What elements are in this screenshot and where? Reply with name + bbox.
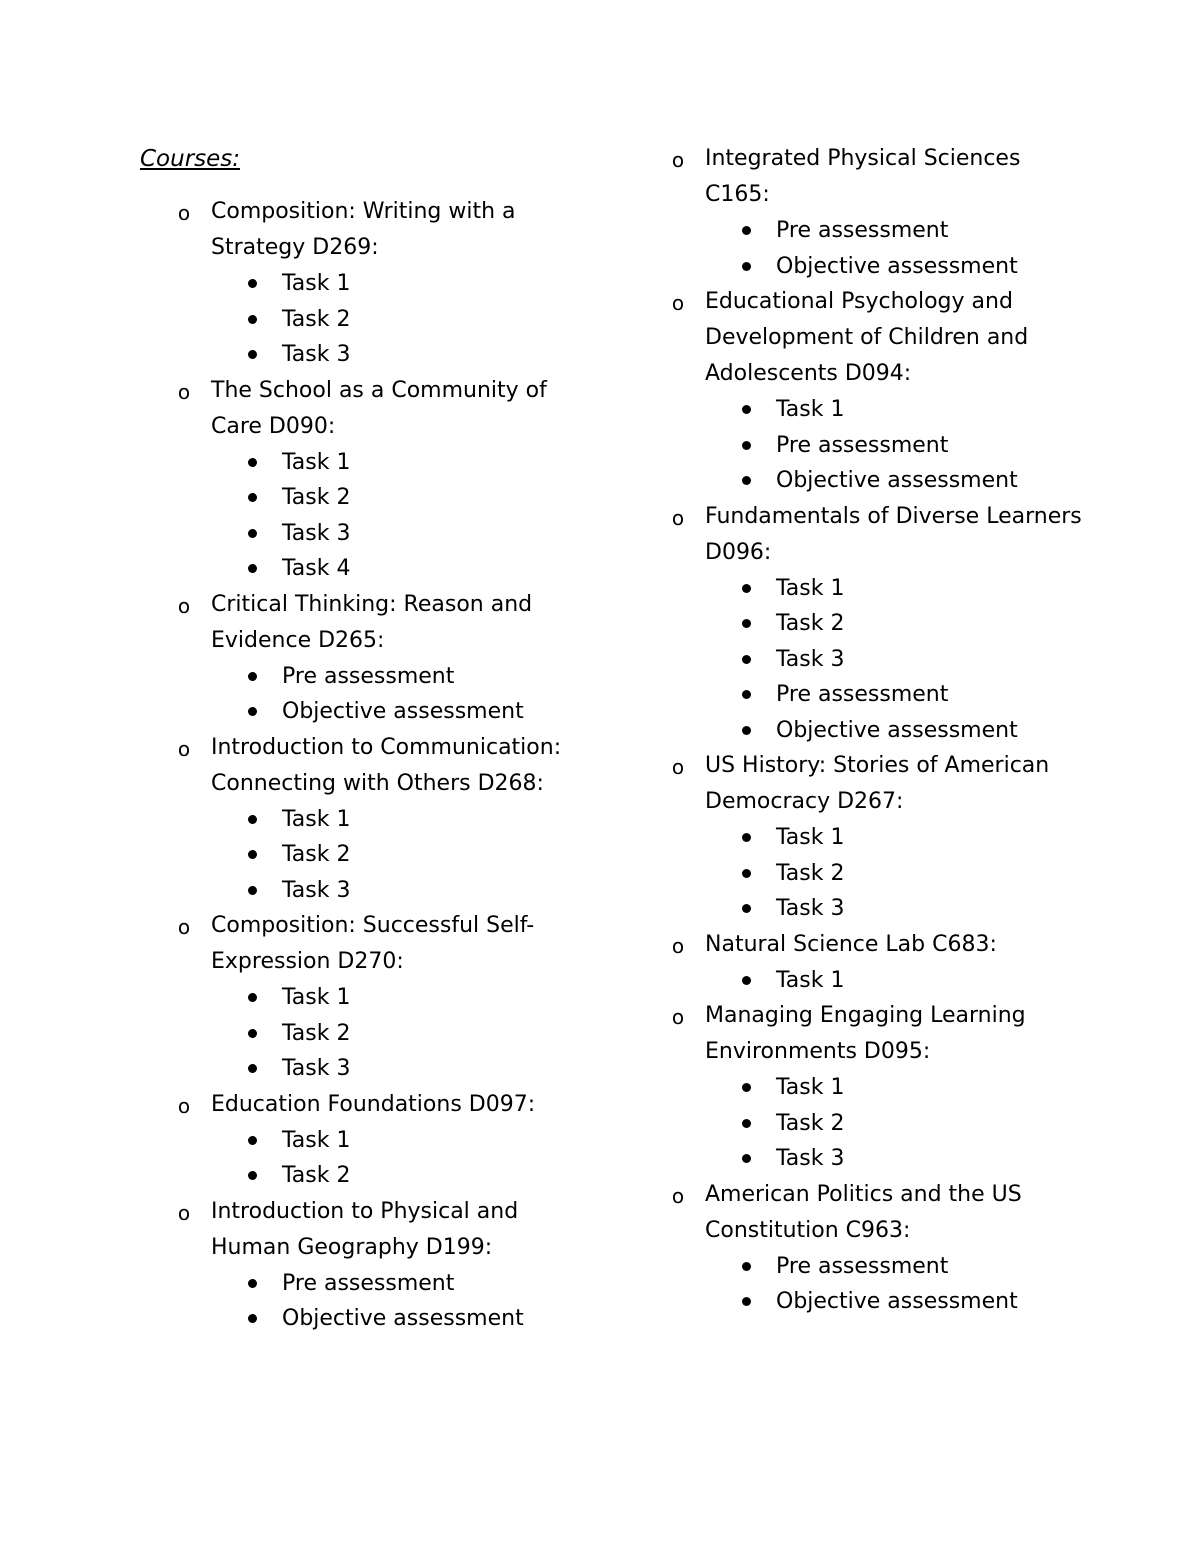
course-item [174, 373, 594, 587]
bullet-dot-icon [742, 441, 751, 450]
bullet-dot-icon [742, 584, 751, 593]
course-item [174, 1194, 594, 1337]
task-label: Pre assessment [282, 663, 455, 689]
task-list [211, 445, 594, 587]
bullet-dot-icon [248, 850, 257, 859]
task-label: Pre assessment [776, 1253, 949, 1279]
task-item-task-2 [245, 480, 594, 516]
course-title: Introduction to Communication: Connecting with Others D268: [211, 734, 562, 796]
bullet-dot-icon [742, 690, 751, 699]
task-label: Task 4 [282, 556, 351, 581]
bullet-dot-icon [742, 1119, 751, 1128]
task-list [211, 1266, 594, 1337]
page-title: Courses: [140, 146, 241, 172]
course-title: US History: Stories of American Democracy D267: [705, 753, 1050, 814]
circle-bullet-icon: o [671, 148, 685, 172]
bullet-dot-icon [742, 226, 751, 235]
course-list-left [174, 194, 594, 1337]
task-item-task-1 [739, 1070, 1088, 1106]
task-list [705, 1070, 1088, 1177]
task-item-task-3 [739, 642, 1088, 678]
task-item-objective-assessment [245, 694, 594, 730]
task-item-task-3 [245, 1051, 594, 1087]
task-list [705, 1249, 1088, 1320]
task-list [705, 820, 1088, 927]
task-item-pre-assessment [245, 1266, 594, 1302]
task-label: Objective assessment [282, 1306, 524, 1331]
task-item-task-2 [245, 302, 594, 338]
bullet-dot-icon [248, 1171, 257, 1180]
bullet-dot-icon [248, 993, 257, 1002]
course-item [668, 748, 1088, 927]
circle-bullet-icon: o [671, 291, 685, 315]
course-list-right [668, 141, 1088, 1320]
task-list [211, 659, 594, 730]
course-title: Education Foundations D097: [211, 1091, 536, 1117]
task-item-task-1 [739, 392, 1088, 428]
task-label: Task 2 [776, 1110, 845, 1136]
bullet-dot-icon [742, 833, 751, 842]
task-item-task-3 [245, 337, 594, 373]
bullet-dot-icon [742, 655, 751, 664]
task-item-task-2 [245, 1016, 594, 1052]
task-list [705, 571, 1088, 749]
course-title: Composition: Successful Self-Expression D270: [211, 913, 535, 974]
task-list [211, 802, 594, 909]
bullet-dot-icon [742, 1297, 751, 1306]
task-item-pre-assessment [739, 428, 1088, 464]
bullet-dot-icon [742, 476, 751, 485]
course-title: Fundamentals of Diverse Learners D096: [705, 503, 1082, 565]
course-item [668, 499, 1088, 749]
bullet-dot-icon [248, 1029, 257, 1038]
task-label: Objective assessment [776, 468, 1018, 493]
task-item-objective-assessment [739, 463, 1088, 499]
course-title: American Politics and the US Constitution C963: [705, 1181, 1022, 1243]
task-label: Task 3 [282, 1056, 351, 1081]
task-label: Task 2 [282, 1163, 351, 1188]
task-item-task-1 [739, 571, 1088, 607]
task-item-pre-assessment [245, 659, 594, 695]
task-label: Task 3 [282, 342, 351, 367]
circle-bullet-icon: o [671, 505, 685, 530]
course-item [174, 908, 594, 1087]
bullet-dot-icon [248, 1279, 257, 1288]
course-item [668, 927, 1088, 999]
bullet-dot-icon [248, 279, 257, 288]
bullet-dot-icon [248, 1314, 257, 1323]
task-label: Objective assessment [776, 717, 1018, 743]
bullet-dot-icon [248, 564, 257, 573]
task-item-task-2 [245, 837, 594, 873]
task-label: Task 3 [776, 1146, 845, 1171]
circle-bullet-icon: o [671, 1183, 685, 1208]
task-list [705, 392, 1088, 499]
bullet-dot-icon [248, 458, 257, 467]
task-label: Task 2 [282, 842, 351, 867]
task-item-task-3 [245, 873, 594, 909]
course-item [174, 730, 594, 909]
task-label: Task 1 [776, 825, 845, 850]
task-item-task-1 [245, 266, 594, 302]
task-label: Pre assessment [776, 432, 949, 458]
task-item-pre-assessment [739, 1249, 1088, 1285]
task-item-task-2 [739, 606, 1088, 642]
task-list [705, 963, 1088, 999]
bullet-dot-icon [742, 262, 751, 271]
task-list [211, 266, 594, 373]
bullet-dot-icon [248, 529, 257, 538]
task-label: Pre assessment [776, 218, 949, 243]
task-label: Task 2 [282, 485, 351, 510]
task-item-task-1 [739, 820, 1088, 856]
course-title: Critical Thinking: Reason and Evidence D265: [211, 591, 533, 653]
task-label: Pre assessment [282, 1270, 455, 1296]
task-label: Task 1 [776, 575, 845, 601]
course-title: Introduction to Physical and Human Geography D199: [211, 1198, 519, 1260]
bullet-dot-icon [248, 672, 257, 681]
task-item-objective-assessment [739, 713, 1088, 749]
bullet-dot-icon [742, 405, 751, 414]
bullet-dot-icon [248, 707, 257, 716]
task-item-task-4 [245, 551, 594, 587]
bullet-dot-icon [248, 1064, 257, 1073]
task-label: Task 1 [282, 1127, 351, 1153]
bullet-dot-icon [742, 904, 751, 913]
task-label: Task 2 [282, 306, 351, 332]
task-label: Task 1 [776, 397, 845, 422]
task-label: Task 3 [282, 877, 351, 903]
circle-bullet-icon: o [177, 379, 191, 404]
bullet-dot-icon [248, 1136, 257, 1145]
course-title: Natural Science Lab C683: [705, 931, 997, 957]
bullet-dot-icon [248, 886, 257, 895]
bullet-dot-icon [742, 976, 751, 985]
bullet-dot-icon [742, 1083, 751, 1092]
task-label: Task 1 [282, 271, 351, 296]
bullet-dot-icon [742, 619, 751, 628]
circle-bullet-icon: o [177, 201, 191, 225]
circle-bullet-icon: o [177, 915, 191, 939]
task-item-objective-assessment [739, 249, 1088, 285]
task-item-task-2 [739, 1106, 1088, 1142]
bullet-dot-icon [742, 869, 751, 878]
course-item [668, 1177, 1088, 1320]
course-title: Composition: Writing with a Strategy D269: [211, 199, 516, 260]
circle-bullet-icon: o [671, 755, 685, 779]
task-item-objective-assessment [245, 1301, 594, 1337]
task-label: Task 3 [776, 896, 845, 921]
task-item-task-1 [245, 445, 594, 481]
task-label: Pre assessment [776, 682, 949, 707]
course-item [174, 194, 594, 373]
bullet-dot-icon [248, 315, 257, 324]
circle-bullet-icon: o [671, 1005, 685, 1029]
bullet-dot-icon [248, 815, 257, 824]
task-item-task-2 [245, 1158, 594, 1194]
course-item [668, 141, 1088, 284]
bullet-dot-icon [248, 493, 257, 502]
bullet-dot-icon [742, 1154, 751, 1163]
bullet-dot-icon [248, 350, 257, 359]
circle-bullet-icon: o [177, 1093, 191, 1118]
task-item-pre-assessment [739, 677, 1088, 713]
task-label: Task 3 [776, 646, 845, 672]
task-label: Task 3 [282, 520, 351, 546]
task-item-task-1 [245, 1123, 594, 1159]
task-item-task-3 [739, 1141, 1088, 1177]
course-item [668, 284, 1088, 499]
bullet-dot-icon [742, 1262, 751, 1271]
task-label: Objective assessment [776, 253, 1018, 279]
bullet-dot-icon [742, 726, 751, 735]
task-label: Task 1 [776, 1075, 845, 1100]
task-item-task-1 [245, 802, 594, 838]
circle-bullet-icon: o [177, 593, 191, 618]
task-label: Task 2 [282, 1020, 351, 1046]
task-label: Objective assessment [776, 1289, 1018, 1314]
course-item [668, 998, 1088, 1177]
course-title: Managing Engaging Learning Environments D095: [705, 1003, 1026, 1064]
task-label: Task 1 [776, 967, 845, 993]
task-label: Task 2 [776, 611, 845, 636]
task-label: Task 2 [776, 860, 845, 886]
course-title: Educational Psychology and Development of Children and Adolescents D094: [705, 289, 1029, 386]
circle-bullet-icon: o [671, 933, 685, 958]
task-label: Task 1 [282, 985, 351, 1010]
task-list [705, 213, 1088, 284]
task-label: Objective assessment [282, 699, 524, 724]
task-item-task-2 [739, 856, 1088, 892]
task-list [211, 980, 594, 1087]
task-item-task-3 [739, 891, 1088, 927]
task-label: Task 1 [282, 806, 351, 832]
task-item-task-1 [245, 980, 594, 1016]
task-item-task-3 [245, 516, 594, 552]
circle-bullet-icon: o [177, 1200, 191, 1225]
course-title: The School as a Community of Care D090: [211, 377, 547, 439]
circle-bullet-icon: o [177, 736, 191, 761]
task-item-task-1 [739, 963, 1088, 999]
course-item [174, 1087, 594, 1194]
task-label: Task 1 [282, 449, 351, 475]
course-title: Integrated Physical Sciences C165: [705, 146, 1021, 207]
task-item-objective-assessment [739, 1284, 1088, 1320]
course-item [174, 587, 594, 730]
task-list [211, 1123, 594, 1194]
task-item-pre-assessment [739, 213, 1088, 249]
